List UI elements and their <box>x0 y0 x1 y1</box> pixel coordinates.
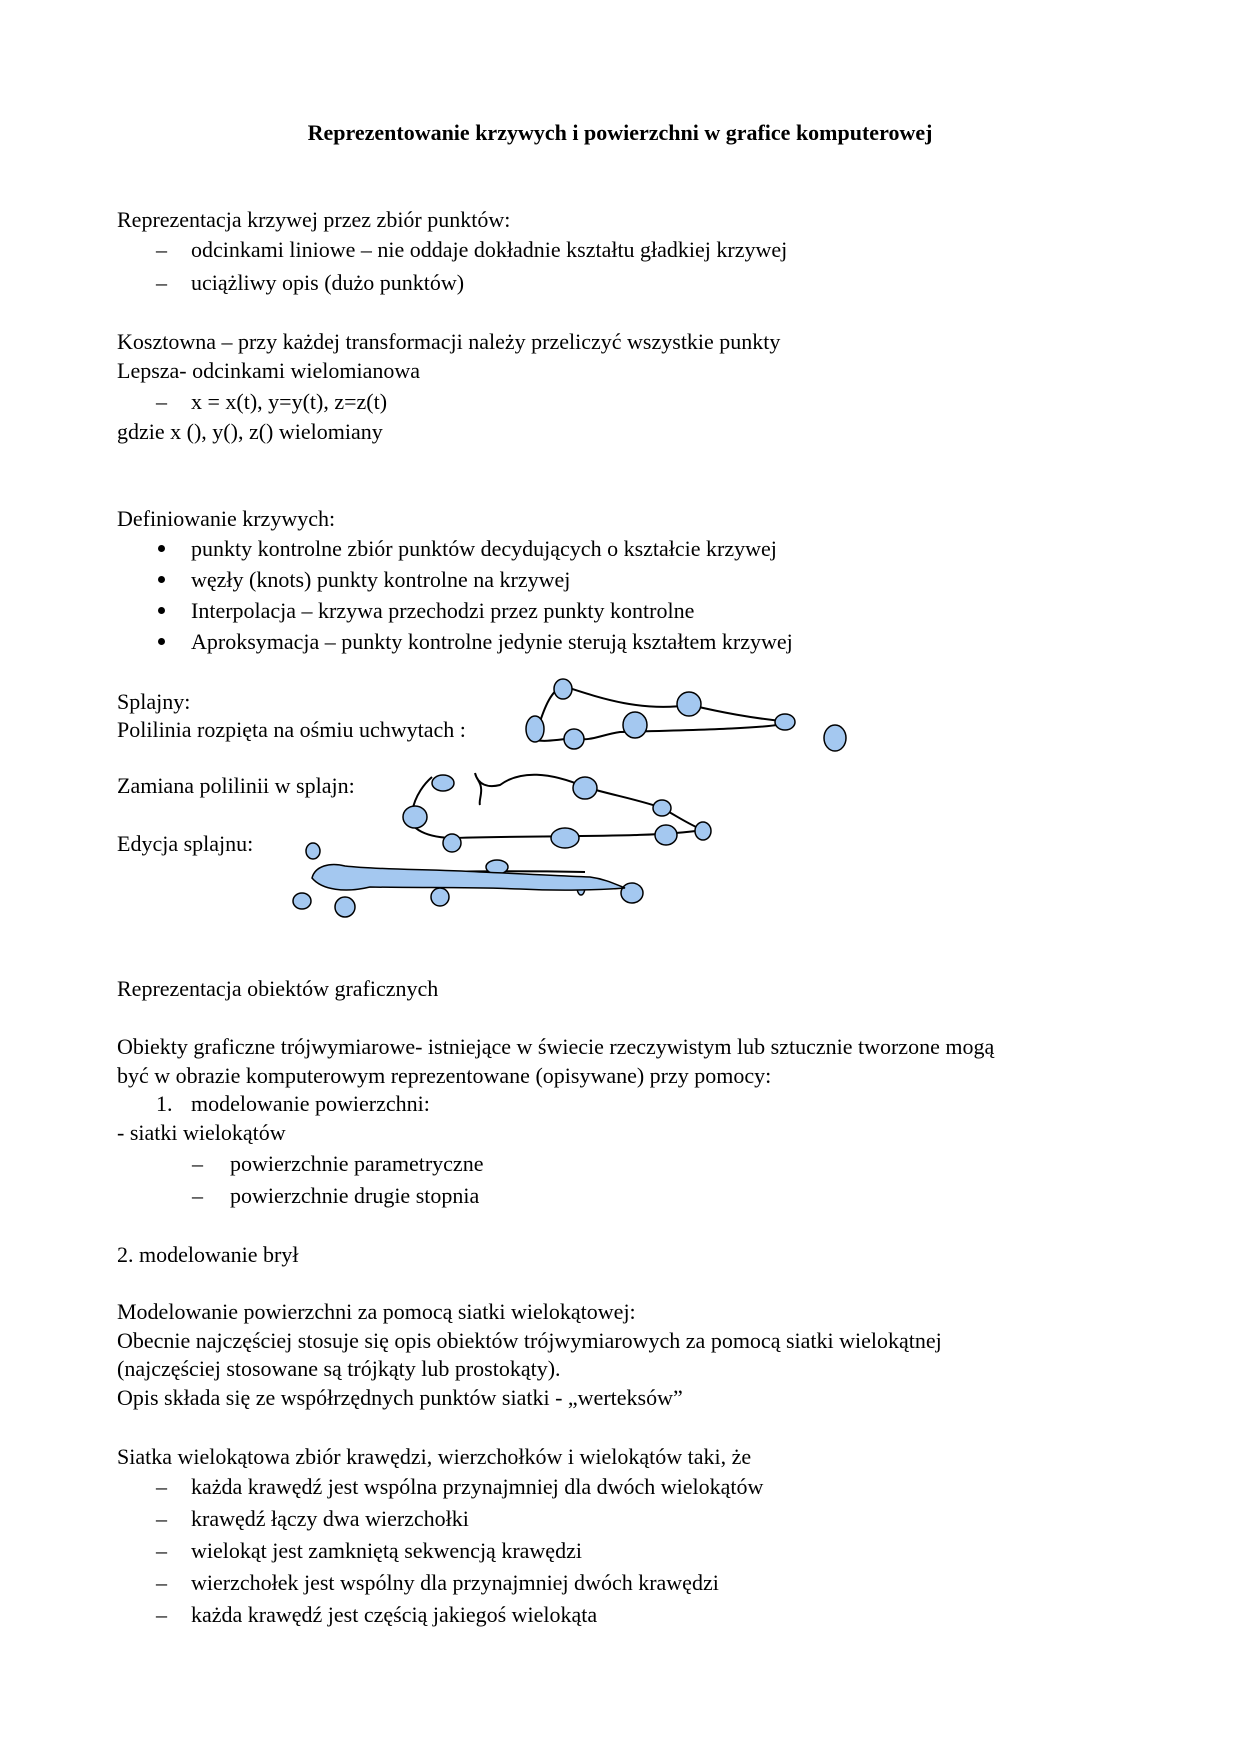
section1-intro: Reprezentacja krzywej przez zbiór punktów: <box>117 207 511 232</box>
list-item: każda krawędź jest częścią jakiegoś wielokąta <box>191 1602 598 1627</box>
section4-para-line1: Obiekty graficzne trójwymiarowe- istniejące w świecie rzeczywistym lub sztucznie tworzone mogą <box>117 1034 995 1059</box>
dash-marker: – <box>192 1151 203 1176</box>
spline-handle <box>621 883 643 903</box>
list-item: powierzchnie drugie stopnia <box>230 1183 480 1208</box>
numbered-item: 2. modelowanie brył <box>117 1242 299 1267</box>
dash-marker: – <box>192 1183 203 1208</box>
polyline-label: Polilinia rozpięta na ośmiu uchwytach : <box>117 717 466 742</box>
spline-handle <box>306 843 320 859</box>
list-item: punkty kontrolne zbiór punktów decydujących o kształcie krzywej <box>191 536 777 561</box>
dash-marker: – <box>156 1538 167 1563</box>
splines-heading: Splajny: <box>117 689 191 714</box>
section4-para-line2: być w obrazie komputerowym reprezentowane (opisywane) przy pomocy: <box>117 1063 772 1088</box>
document-title: Reprezentowanie krzywych i powierzchni w grafice komputerowej <box>307 120 933 145</box>
list-item: wierzchołek jest wspólny dla przynajmniej dwóch krawędzi <box>191 1570 719 1595</box>
section2-line3: gdzie x (), y(), z() wielomiany <box>117 419 383 444</box>
spline-handle <box>431 888 449 906</box>
spline-handle <box>551 828 579 848</box>
dash-marker: – <box>156 237 167 262</box>
section5-line3: (najczęściej stosowane są trójkąty lub prostokąty). <box>117 1356 561 1381</box>
spline-handle <box>443 834 461 852</box>
spline-handle <box>432 775 454 791</box>
numbered-item: modelowanie powierzchni: <box>191 1091 430 1116</box>
list-item: x = x(t), y=y(t), z=z(t) <box>191 389 388 414</box>
section5-line2: Obecnie najczęściej stosuje się opis obiektów trójwymiarowych za pomocą siatki wielokątnej <box>117 1328 942 1353</box>
list-item: każda krawędź jest wspólna przynajmniej dla dwóch wielokątów <box>191 1474 764 1499</box>
spline-handle <box>573 777 597 799</box>
spline-handle <box>775 714 795 730</box>
spline-handle <box>677 692 701 716</box>
spline-handle <box>403 806 427 828</box>
dash-marker: – <box>156 389 167 414</box>
dash-marker: – <box>156 1506 167 1531</box>
edit-label: Edycja splajnu: <box>117 831 254 856</box>
sub-heading: - siatki wielokątów <box>117 1120 286 1145</box>
list-item: odcinkami liniowe – nie oddaje dokładnie kształtu gładkiej krzywej <box>191 237 788 262</box>
edited-spline-body <box>312 865 625 891</box>
dash-marker: – <box>156 1602 167 1627</box>
spline-handle <box>655 825 677 845</box>
section3-intro: Definiowanie krzywych: <box>117 506 336 531</box>
section2-line1: Kosztowna – przy każdej transformacji należy przeliczyć wszystkie punkty <box>117 329 781 354</box>
spline-handle <box>695 822 711 840</box>
section5-line1: Modelowanie powierzchni za pomocą siatki wielokątowej: <box>117 1299 636 1324</box>
conversion-label: Zamiana polilinii w splajn: <box>117 773 355 798</box>
list-item: wielokąt jest zamkniętą sekwencją krawędzi <box>191 1538 582 1563</box>
list-item: węzły (knots) punkty kontrolne na krzywej <box>191 567 571 592</box>
list-item: Interpolacja – krzywa przechodzi przez punkty kontrolne <box>191 598 695 623</box>
section2-line2: Lepsza- odcinkami wielomianowa <box>117 358 421 383</box>
list-item: Aproksymacja – punkty kontrolne jedynie sterują kształtem krzywej <box>191 629 793 654</box>
dash-marker: – <box>156 270 167 295</box>
list-item: powierzchnie parametryczne <box>230 1151 484 1176</box>
section4-heading: Reprezentacja obiektów graficznych <box>117 976 439 1001</box>
spline-handle <box>653 800 671 816</box>
spline-handle <box>623 712 647 738</box>
spline-handle <box>293 893 311 909</box>
list-item: krawędź łączy dwa wierzchołki <box>191 1506 469 1531</box>
spline-handle <box>564 729 584 749</box>
list-item: uciążliwy opis (dużo punktów) <box>191 270 465 295</box>
section6-intro: Siatka wielokątowa zbiór krawędzi, wierzchołków i wielokątów taki, że <box>117 1444 752 1469</box>
spline-handle <box>824 725 846 751</box>
spline-handle <box>335 897 355 917</box>
number-marker: 1. <box>156 1091 173 1116</box>
spline-handle <box>526 716 544 742</box>
dash-marker: – <box>156 1570 167 1595</box>
dash-marker: – <box>156 1474 167 1499</box>
section5-line4: Opis składa się ze współrzędnych punktów siatki - „werteksów” <box>117 1385 683 1410</box>
spline-handle <box>554 679 572 699</box>
